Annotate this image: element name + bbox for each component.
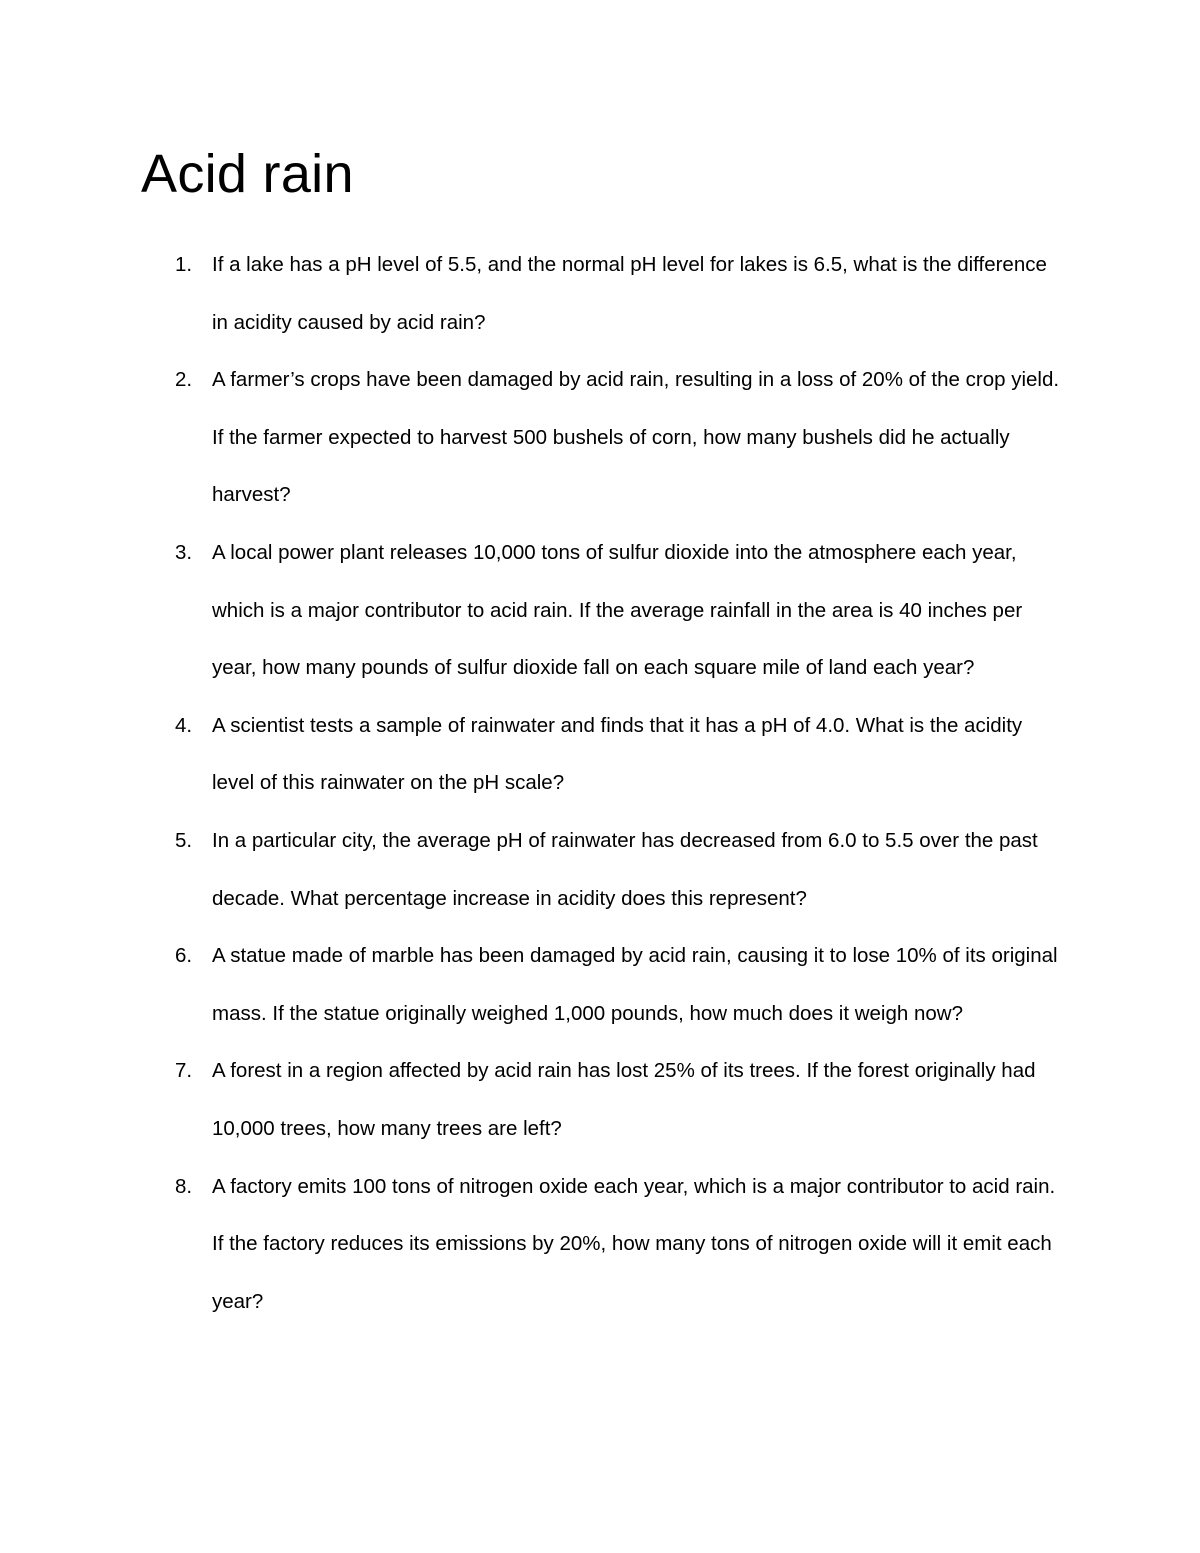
question-number-1: 1. bbox=[175, 253, 193, 276]
document-title: Acid rain bbox=[141, 144, 354, 204]
question-number-6: 6. bbox=[175, 944, 193, 968]
question-item-3 bbox=[0, 524, 1067, 697]
question-text-8: A factory emits 100 tons of nitrogen oxide each year, which is a major contributor to acid rain. If the factory reduces its emissions by 20%, how many tons of nitrogen oxide will it emit each year? bbox=[212, 1174, 1056, 1313]
question-text-3: A local power plant releases 10,000 tons of sulfur dioxide into the atmosphere each year, which is a major contributor to acid rain. If the average rainfall in the area is 40 inches per year, how many pounds of sulfur dioxide fall on each square mile of land each year? bbox=[212, 540, 1023, 680]
question-text-2: A farmer’s crops have been damaged by acid rain, resulting in a loss of 20% of the crop yield. If the farmer expected to harvest 500 bushels of corn, how many bushels did he actually harvest? bbox=[212, 368, 1060, 507]
question-number-3: 3. bbox=[175, 540, 193, 564]
question-item-4 bbox=[0, 697, 1067, 812]
question-number-2: 2. bbox=[175, 368, 193, 392]
question-item-5 bbox=[0, 812, 1067, 927]
question-item-1 bbox=[0, 236, 1067, 351]
question-item-6 bbox=[0, 927, 1067, 1042]
question-text-4: A scientist tests a sample of rainwater and finds that it has a pH of 4.0. What is the acidity level of this rainwater on the pH scale? bbox=[212, 713, 1023, 795]
question-number-4: 4. bbox=[175, 713, 193, 737]
question-number-7: 7. bbox=[175, 1059, 193, 1083]
question-text-5: In a particular city, the average pH of rainwater has decreased from 6.0 to 5.5 over the past decade. What percentage increase in acidity does this represent? bbox=[212, 828, 1038, 910]
question-text-1: If a lake has a pH level of 5.5, and the normal pH level for lakes is 6.5, what is the difference in acidity caused by acid rain? bbox=[212, 253, 1047, 334]
question-item-2 bbox=[0, 351, 1067, 524]
question-item-7 bbox=[0, 1042, 1067, 1157]
question-list bbox=[0, 236, 1200, 1330]
question-text-6: A statue made of marble has been damaged by acid rain, causing it to lose 10% of its original mass. If the statue originally weighed 1,000 pounds, how much does it weigh now? bbox=[212, 944, 1058, 1025]
question-item-8 bbox=[0, 1158, 1067, 1331]
question-number-8: 8. bbox=[175, 1174, 193, 1198]
question-text-7: A forest in a region affected by acid rain has lost 25% of its trees. If the forest originally had 10,000 trees, how many trees are left? bbox=[212, 1059, 1036, 1140]
question-number-5: 5. bbox=[175, 828, 193, 852]
